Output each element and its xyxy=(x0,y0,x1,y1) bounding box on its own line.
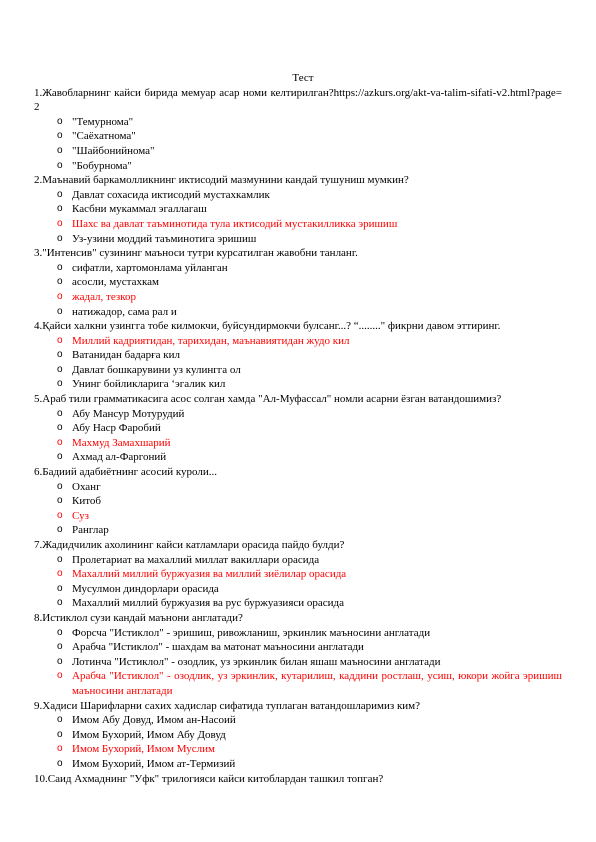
question-text: 10.Саид Ахмаднинг "Уфк" трилогияси кайси китоблардан ташкил топган? xyxy=(34,772,384,785)
question-block xyxy=(34,86,562,174)
answer-option xyxy=(34,305,562,320)
answer-option-text: Суз xyxy=(72,509,89,522)
answer-option-text: асосли, мустахкам xyxy=(72,276,159,289)
question-text: 8.Истиклол сузи кандай маънони англатади? xyxy=(34,611,243,624)
question-block xyxy=(34,319,562,392)
question-block xyxy=(34,699,562,772)
answer-option xyxy=(34,232,562,247)
answer-option-text: Абу Мансур Мотурудий xyxy=(72,407,185,420)
answer-option xyxy=(34,275,562,290)
answer-options xyxy=(34,626,562,699)
answer-option-text: Махаллий миллий буржуазия ва миллий зиёлилар орасида xyxy=(72,568,347,581)
answer-option-text: Махмуд Замахшарий xyxy=(72,436,171,449)
answer-option-text: Китоб xyxy=(72,495,101,508)
answer-options xyxy=(34,713,562,771)
answer-option xyxy=(34,159,562,174)
answer-option-text: Ранглар xyxy=(72,524,109,537)
question-text: 4.Қайси халкни узингга тобе килмокчи, буйсундирмокчи булсанг...? “........" фикрни давом эттиринг. xyxy=(34,320,501,333)
bullet-icon: o xyxy=(57,509,63,521)
answer-option xyxy=(34,202,562,217)
answer-option-text: Мусулмон диндорлари орасида xyxy=(72,582,219,595)
bullet-icon: o xyxy=(57,276,63,288)
answer-option-text: Уз-узини моддий таъминотига эришиш xyxy=(72,232,257,245)
bullet-icon: o xyxy=(57,670,63,682)
answer-option-text: Оханг xyxy=(72,480,101,493)
answer-option-text: сифатли, хартомонлама уйланган xyxy=(72,261,228,274)
answer-option-text: Миллий кадриятидан, тарихидан, маънавиятидан жудо кил xyxy=(72,334,350,347)
answer-option xyxy=(34,115,562,130)
answer-option-correct xyxy=(34,742,562,757)
answer-option-text: Давлат бошкарувини уз кулингга ол xyxy=(72,363,241,376)
answer-option-text: Шахс ва давлат таъминотида тула иктисодий мустакилликка эришиш xyxy=(72,217,398,230)
answer-options xyxy=(34,334,562,392)
answer-option-text: Лотинча "Истиклол" - озодлик, уз эркинлик билан яшаш маъносини англатади xyxy=(72,655,441,668)
document-content xyxy=(34,71,562,786)
answer-options xyxy=(34,188,562,246)
answer-option-correct xyxy=(34,669,562,698)
answer-option-text: "Бобурнома" xyxy=(72,159,132,172)
bullet-icon: o xyxy=(57,203,63,215)
answer-option xyxy=(34,144,562,159)
answer-option-text: Давлат сохасида иктисодий мустахкамлик xyxy=(72,188,270,201)
bullet-icon: o xyxy=(57,407,63,419)
bullet-icon: o xyxy=(57,334,63,346)
answer-options xyxy=(34,261,562,319)
answer-option-text: Абу Наср Фаробий xyxy=(72,422,161,435)
answer-option-text: Арабча "Истиклол" - шахдам ва матонат маъносини англатади xyxy=(72,641,364,654)
answer-option-correct xyxy=(34,290,562,305)
answer-option-text: Махаллий миллий буржуазия ва рус буржуазияси орасида xyxy=(72,597,345,610)
answer-option xyxy=(34,129,562,144)
question-block xyxy=(34,173,562,246)
bullet-icon: o xyxy=(57,524,63,536)
answer-option xyxy=(34,582,562,597)
answer-option-correct xyxy=(34,436,562,451)
answer-option xyxy=(34,757,562,772)
answer-option xyxy=(34,728,562,743)
answer-options xyxy=(34,115,562,173)
question-text: 6.Бадиий адабиётнинг асосий куроли... xyxy=(34,466,218,479)
answer-option-text: Ахмад ал-Фаргоний xyxy=(72,451,167,464)
bullet-icon: o xyxy=(57,363,63,375)
answer-option-text: Арабча "Истиклол" - озодлик, уз эркинлик, кутарилиш, каддини ростлаш, усиш, юкори жойга эришиш маъносини англатади xyxy=(72,670,562,697)
answer-option xyxy=(34,523,562,538)
answer-option xyxy=(34,261,562,276)
bullet-icon: o xyxy=(57,495,63,507)
bullet-icon: o xyxy=(57,757,63,769)
bullet-icon: o xyxy=(57,728,63,740)
answer-option xyxy=(34,494,562,509)
question-block xyxy=(34,246,562,319)
answer-option-text: Имом Бухорий, Имом Абу Довуд xyxy=(72,728,226,741)
question-text: 9.Хадиси Шарифларни сахих хадислар сифатида туплаган ватандошларимиз ким? xyxy=(34,699,421,712)
bullet-icon: o xyxy=(57,436,63,448)
bullet-icon: o xyxy=(57,159,63,171)
bullet-icon: o xyxy=(57,451,63,463)
answer-option xyxy=(34,596,562,611)
bullet-icon: o xyxy=(57,568,63,580)
answer-option-text: Ватанидан бадарға кил xyxy=(72,349,180,362)
answer-options xyxy=(34,407,562,465)
answer-option-text: Касбни мукаммал эгаллагаш xyxy=(72,203,207,216)
answer-option-text: Имом Бухорий, Имом ат-Термизий xyxy=(72,757,236,770)
bullet-icon: o xyxy=(57,626,63,638)
answer-option-text: Форсча "Истиклол" - эришиш, ривожланиш, эркинлик маъносини англатади xyxy=(72,626,431,639)
answer-option xyxy=(34,188,562,203)
answer-option xyxy=(34,450,562,465)
bullet-icon: o xyxy=(57,553,63,565)
answer-option xyxy=(34,377,562,392)
answer-option xyxy=(34,421,562,436)
question-block xyxy=(34,392,562,465)
bullet-icon: o xyxy=(57,422,63,434)
bullet-icon: o xyxy=(57,144,63,156)
bullet-icon: o xyxy=(57,597,63,609)
bullet-icon: o xyxy=(57,217,63,229)
answer-option-text: Пролетариат ва махаллий миллат вакиллари орасида xyxy=(72,553,320,566)
question-block xyxy=(34,772,562,787)
question-text: 5.Араб тили грамматикасига асос солган хамда "Ал-Муфассал" номли асарни ёзган ватандошимиз? xyxy=(34,393,502,406)
bullet-icon: o xyxy=(57,378,63,390)
bullet-icon: o xyxy=(57,232,63,244)
answer-options xyxy=(34,480,562,538)
answer-option xyxy=(34,553,562,568)
question-block xyxy=(34,611,562,699)
bullet-icon: o xyxy=(57,582,63,594)
answer-option-correct xyxy=(34,509,562,524)
bullet-icon: o xyxy=(57,641,63,653)
answer-option xyxy=(34,626,562,641)
answer-option-correct xyxy=(34,567,562,582)
question-block xyxy=(34,538,562,611)
answer-option xyxy=(34,713,562,728)
answer-options xyxy=(34,553,562,611)
answer-option-text: "Саёхатнома" xyxy=(72,130,136,143)
answer-option xyxy=(34,363,562,378)
answer-option xyxy=(34,480,562,495)
bullet-icon: o xyxy=(57,305,63,317)
answer-option-text: натижадор, сама рал и xyxy=(72,305,177,318)
bullet-icon: o xyxy=(57,349,63,361)
answer-option-text: "Шайбонийнома" xyxy=(72,144,155,157)
question-text: 2.Маънавий баркамолликнинг иктисодий мазмунини кандай тушуниш мумкин? xyxy=(34,174,409,187)
bullet-icon: o xyxy=(57,188,63,200)
bullet-icon: o xyxy=(57,261,63,273)
bullet-icon: o xyxy=(57,655,63,667)
question-text: 7.Жадидчилик ахолининг кайси катламлари орасида пайдо булди? xyxy=(34,539,345,551)
bullet-icon: o xyxy=(57,290,63,302)
answer-option-text: "Темурнома" xyxy=(72,115,134,128)
bullet-icon: o xyxy=(57,480,63,492)
page-title: Тест xyxy=(292,72,314,84)
answer-option-correct xyxy=(34,217,562,232)
answer-option xyxy=(34,348,562,363)
bullet-icon: o xyxy=(57,130,63,142)
bullet-icon: o xyxy=(57,115,63,127)
answer-option xyxy=(34,655,562,670)
answer-option-correct xyxy=(34,334,562,349)
bullet-icon: o xyxy=(57,714,63,726)
answer-option xyxy=(34,407,562,422)
question-text: 3."Интенсив" сузининг маъноси тутри курсатилган жавобни танланг. xyxy=(34,247,358,260)
question-block xyxy=(34,465,562,538)
question-list xyxy=(34,86,562,787)
answer-option-text: Имом Абу Довуд, Имом ан-Насоий xyxy=(72,714,236,727)
bullet-icon: o xyxy=(57,743,63,755)
question-text: 1.Жавобларнинг кайси бирида мемуар асар номи келтирилган?https://azkurs.org/akt-va-talim-sifati-v2.html?page=2 xyxy=(34,86,562,114)
answer-option-text: жадал, тезкор xyxy=(72,290,137,303)
answer-option-text: Имом Бухорий, Имом Муслим xyxy=(72,743,215,756)
answer-option-text: Унинг бойликларига ‘эгалик кил xyxy=(72,378,226,391)
answer-option xyxy=(34,640,562,655)
